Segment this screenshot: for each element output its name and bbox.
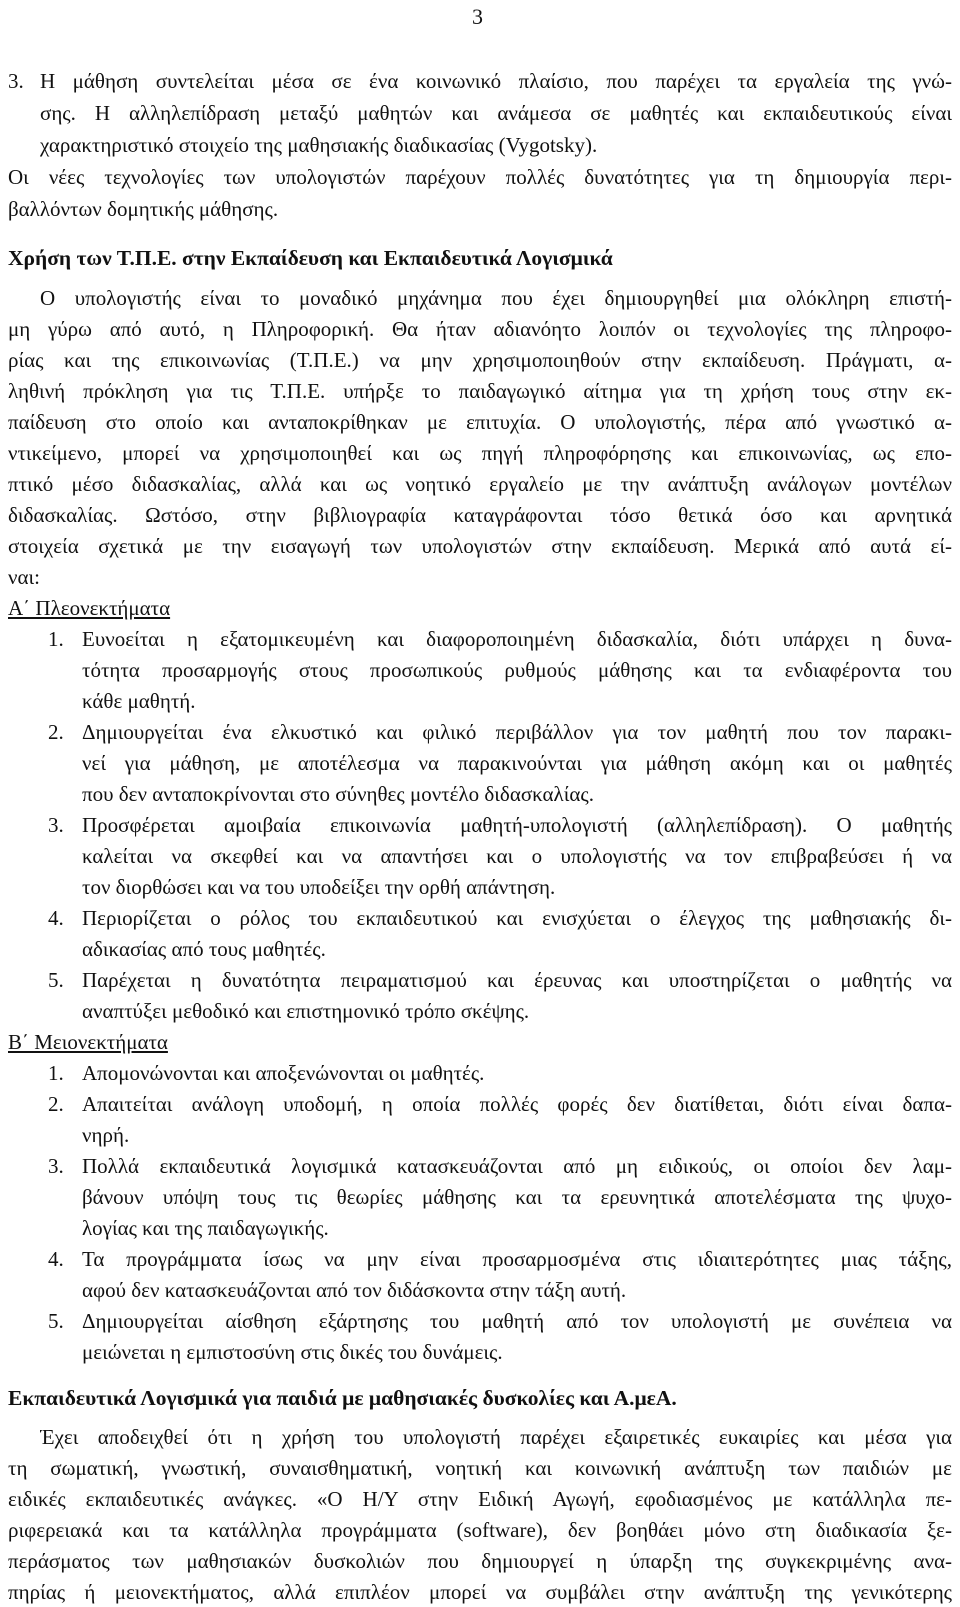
disadvantages-title: Β΄ Μειονεκτήματα xyxy=(8,1030,168,1054)
list-item-line: βάνουν υπόψη τους τις θεωρίες μάθησης και τα ερευνητικά αποτελέσματα της ψυχο- xyxy=(82,1185,952,1209)
paragraph-line: ληθινή πρόκληση για τις Τ.Π.Ε. υπήρξε το παιδαγωγικό αίτημα για τη χρήση τους στην εκ- xyxy=(8,379,952,403)
list-item-number: 1. xyxy=(48,627,64,651)
list-item-number: 4. xyxy=(48,906,64,930)
paragraph-line: περάσματος των μαθησιακών δυσκολιών που δημιουργεί η ύπαρξη της συγκεκριμένης ανα- xyxy=(8,1549,952,1573)
paragraph-line: τη σωματική, γνωστική, συναισθηματική, νοητική και κοινωνική ανάπτυξη των παιδιών με xyxy=(8,1456,952,1480)
list-item-line: Απαιτείται ανάλογη υποδομή, η οποία πολλές φορές δεν διατίθεται, διότι είναι δαπα- xyxy=(82,1092,952,1116)
list-item-line: Απομονώνονται και αποξενώνονται οι μαθητές. xyxy=(82,1061,485,1085)
intro-item-number: 3. xyxy=(8,69,24,93)
list-item-number: 1. xyxy=(48,1061,64,1085)
section-heading-ict: Χρήση των Τ.Π.Ε. στην Εκπαίδευση και Εκπαιδευτικά Λογισμικά xyxy=(8,246,613,270)
list-item-number: 5. xyxy=(48,968,64,992)
paragraph-line: στοιχεία σχετικά με την εισαγωγή των υπολογιστών στην εκπαίδευση. Μερικά από αυτά εί- xyxy=(8,534,952,558)
list-item-line: κάθε μαθητή. xyxy=(82,689,196,713)
intro-line: χαρακτηριστικό στοιχείο της μαθησιακής διαδικασίας (Vygotsky). xyxy=(40,133,598,157)
list-item-line: τότητα προσαρμογής στους προσωπικούς ρυθμούς μάθησης και τα ενδιαφέροντα του xyxy=(82,658,952,682)
intro-line: Οι νέες τεχνολογίες των υπολογιστών παρέχουν πολλές δυνατότητες για τη δημιουργία περι- xyxy=(8,165,952,189)
list-item-line: Πολλά εκπαιδευτικά λογισμικά κατασκευάζονται από μη ειδικούς, οι οποίοι δεν λαμ- xyxy=(82,1154,952,1178)
intro-line: Η μάθηση συντελείται μέσα σε ένα κοινωνικό πλαίσιο, που παρέχει τα εργαλεία της γνώ- xyxy=(40,69,952,93)
intro-line: βαλλόντων δομητικής μάθησης. xyxy=(8,197,279,221)
paragraph-line: ριφερειακά και τα κατάλληλα προγράμματα (software), δεν βοηθάει μόνο στη διαδικασία ξε- xyxy=(8,1518,952,1542)
paragraph-line: ειδικές εκπαιδευτικές ανάγκες. «Ο Η/Υ στην Ειδική Αγωγή, εφοδιασμένος με κατάλληλα πε- xyxy=(8,1487,952,1511)
paragraph-line: μη γύρω από αυτό, η Πληροφορική. Θα ήταν αδιανόητο λοιπόν οι τεχνολογίες της πληροφο- xyxy=(8,317,952,341)
list-item-number: 4. xyxy=(48,1247,64,1271)
list-item-line: Δημιουργείται ένα ελκυστικό και φιλικό περιβάλλον για τον μαθητή που τον παρακι- xyxy=(82,720,952,744)
list-item-line: αδικασίας από τους μαθητές. xyxy=(82,937,326,961)
paragraph-line: διδασκαλίας. Ωστόσο, στην βιβλιογραφία καταγράφονται τόσο θετικά όσο και αρνητικά xyxy=(8,503,952,527)
advantages-title: Α΄ Πλεονεκτήματα xyxy=(8,596,171,620)
list-item-line: λογίας και της παιδαγωγικής. xyxy=(82,1216,329,1240)
list-item-line: αφού δεν κατασκευάζονται από τον διδάσκοντα στην τάξη αυτή. xyxy=(82,1278,627,1302)
page-number: 3 xyxy=(472,4,483,29)
list-item-line: τον διορθώσει και να του υποδείξει την ορθή απάντηση. xyxy=(82,875,556,899)
paragraph-line: παίδευση στο οποίο και ανταποκρίθηκαν με επιτυχία. Ο υπολογιστής, πέρα από γνωστικό α- xyxy=(8,410,952,434)
list-item-line: νεί για μάθηση, με αποτέλεσμα να παρακινούνται για μάθηση ακόμη και οι μαθητές xyxy=(82,751,952,775)
list-item-line: καλείται να σκεφθεί και να απαντήσει και ο υπολογιστής να τον επιβραβεύσει ή να xyxy=(82,844,952,868)
list-item-line: νηρή. xyxy=(82,1123,130,1147)
paragraph-line: Ο υπολογιστής είναι το μοναδικό μηχάνημα που έχει δημιουργηθεί μια ολόκληρη επιστή- xyxy=(40,286,952,310)
paragraph-line: πηρίας ή μειονεκτήματος, αλλά επιπλέον μπορεί να συμβάλει στην ανάπτυξη της γενικότερης xyxy=(8,1580,952,1604)
intro-line: σης. Η αλληλεπίδραση μεταξύ μαθητών και ανάμεσα σε μαθητές και εκπαιδευτικούς είναι xyxy=(40,101,952,125)
list-item-number: 2. xyxy=(48,1092,64,1116)
paragraph-line: ρίας και της επικοινωνίας (Τ.Π.Ε.) να μην χρησιμοποιηθούν στην εκπαίδευση. Πράγματι, α- xyxy=(8,348,952,372)
list-item-line: Περιορίζεται ο ρόλος του εκπαιδευτικού και ενισχύεται ο έλεγχος της μαθησιακής δι- xyxy=(82,906,952,930)
list-item-line: Παρέχεται η δυνατότητα πειραματισμού και έρευνας και υποστηρίζεται ο μαθητής να xyxy=(82,968,952,992)
paragraph-line: Έχει αποδειχθεί ότι η χρήση του υπολογιστή παρέχει εξαιρετικές ευκαιρίες και μέσα για xyxy=(40,1425,952,1449)
list-item-line: Τα προγράμματα ίσως να μην είναι προσαρμοσμένα στις ιδιαιτερότητες μιας τάξης, xyxy=(82,1247,952,1271)
list-item-line: μειώνεται η εμπιστοσύνη στις δικές του δυνάμεις. xyxy=(82,1340,503,1364)
list-item-line: που δεν ανταποκρίνονται στο σύνηθες μοντέλο διδασκαλίας. xyxy=(82,782,594,806)
list-item-line: αναπτύξει μεθοδικό και επιστημονικό τρόπο σκέψης. xyxy=(82,999,530,1023)
section-heading-special-education: Εκπαιδευτικά Λογισμικά για παιδιά με μαθησιακές δυσκολίες και Α.μεΑ. xyxy=(8,1386,677,1410)
paragraph-line: ναι: xyxy=(8,565,40,589)
list-item-number: 5. xyxy=(48,1309,64,1333)
list-item-line: Δημιουργείται αίσθηση εξάρτησης του μαθητή από τον υπολογιστή με συνέπεια να xyxy=(82,1309,952,1333)
paragraph-line: πτικό μέσο διδασκαλίας, αλλά και ως νοητικό εργαλείο με την ανάπτυξη ανάλογων μοντέλων xyxy=(8,472,952,496)
list-item-number: 3. xyxy=(48,813,64,837)
list-item-line: Ευνοείται η εξατομικευμένη και διαφοροποιημένη διδασκαλία, διότι υπάρχει η δυνα- xyxy=(82,627,952,651)
list-item-number: 3. xyxy=(48,1154,64,1178)
list-item-line: Προσφέρεται αμοιβαία επικοινωνία μαθητή-υπολογιστή (αλληλεπίδραση). Ο μαθητής xyxy=(82,813,952,837)
list-item-number: 2. xyxy=(48,720,64,744)
paragraph-line: ντικείμενο, μπορεί να χρησιμοποιηθεί και ως πηγή πληροφόρησης και επικοινωνίας, ως επο- xyxy=(8,441,952,465)
